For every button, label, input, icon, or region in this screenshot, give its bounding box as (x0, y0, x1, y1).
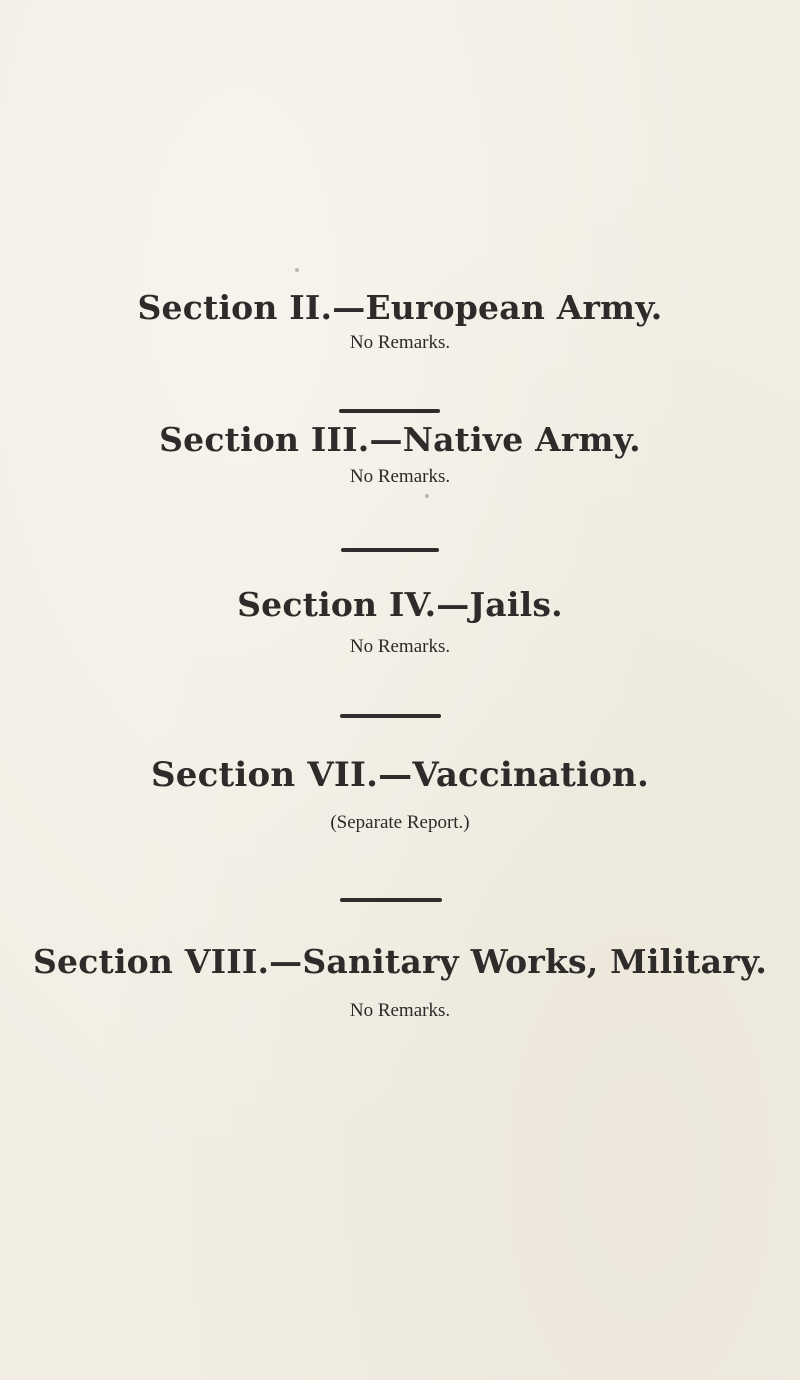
section-divider (340, 898, 442, 902)
section-divider (340, 714, 441, 718)
paper-speck (425, 494, 429, 498)
section-remark-vaccination: (Separate Report.) (330, 812, 470, 833)
section-heading-native-army: Section III.—Native Army. (159, 420, 641, 459)
section-heading-jails: Section IV.—Jails. (237, 585, 563, 624)
section-divider (341, 548, 439, 552)
section-remark-jails: No Remarks. (349, 636, 451, 657)
paper-speck (295, 268, 299, 272)
section-remark-european-army: No Remarks. (349, 332, 451, 353)
section-heading-european-army: Section II.—European Army. (137, 288, 663, 327)
section-remark-sanitary-works-military: No Remarks. (349, 1000, 451, 1021)
section-heading-vaccination: Section VII.—Vaccination. (151, 755, 649, 795)
section-divider (339, 409, 440, 413)
section-heading-sanitary-works-military: Section VIII.—Sanitary Works, Military. (32, 942, 768, 981)
section-remark-native-army: No Remarks. (349, 466, 451, 487)
